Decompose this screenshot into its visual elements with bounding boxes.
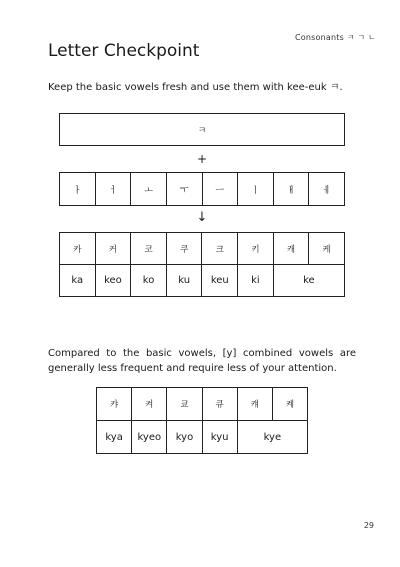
romanization-cell: kyeo [132,421,167,454]
romanization-cell: ko [131,265,167,297]
romanization-cell: ke [273,265,344,297]
body-paragraph: Compared to the basic vowels, [y] combined vowels are generally less frequent and require less of your attention. [48,348,356,374]
romanization-cell: kye [237,421,307,454]
section-header: Consonants ㅋ ㄱ ㄴ [295,33,376,42]
syllable-row [60,233,345,265]
romanization-row [97,421,308,454]
vowel-cell: ㅓ [95,173,131,206]
vowel-cell: ㅣ [238,173,274,206]
romanization-cell: ka [60,265,96,297]
page-number: 29 [363,521,374,530]
vowel-cell: ㅜ [166,173,202,206]
vowel-row [60,173,345,206]
syllable-cell: 컈 [237,388,272,421]
syllable-cell: 크 [202,233,238,265]
syllable-cell: 쿠 [166,233,202,265]
y-vowel-syllable-table [96,387,308,454]
romanization-cell: keu [202,265,238,297]
down-arrow-icon: ↓ [196,210,208,225]
intro-text: Keep the basic vowels fresh and use them with kee-euk ㅋ. [48,82,343,93]
syllable-cell: 쿄 [167,388,202,421]
vowel-cell: ㅏ [60,173,96,206]
romanization-row [60,265,345,297]
syllable-cell: 켸 [272,388,307,421]
page-title: Letter Checkpoint [48,41,200,61]
syllable-cell: 캐 [273,233,309,265]
romanization-cell: kya [97,421,132,454]
syllable-row [97,388,308,421]
plus-sign: + [196,152,208,166]
syllable-cell: 코 [131,233,167,265]
syllable-cell: 케 [309,233,345,265]
vowel-cell: ㅐ [273,173,309,206]
syllable-cell: 카 [60,233,96,265]
syllable-cell: 커 [95,233,131,265]
syllable-cell: 캬 [97,388,132,421]
vowel-cell: ㅗ [131,173,167,206]
vowel-table [59,172,345,206]
romanization-cell: kyo [167,421,202,454]
romanization-cell: ki [238,265,274,297]
syllable-cell: 켜 [132,388,167,421]
romanization-cell: keo [95,265,131,297]
consonant-letter: ㅋ [197,126,207,136]
consonant-box [59,113,345,146]
ke-syllable-table [59,232,345,297]
vowel-cell: ㅡ [202,173,238,206]
syllable-cell: 키 [238,233,274,265]
romanization-cell: kyu [202,421,237,454]
syllable-cell: 큐 [202,388,237,421]
romanization-cell: ku [166,265,202,297]
vowel-cell: ㅔ [309,173,345,206]
